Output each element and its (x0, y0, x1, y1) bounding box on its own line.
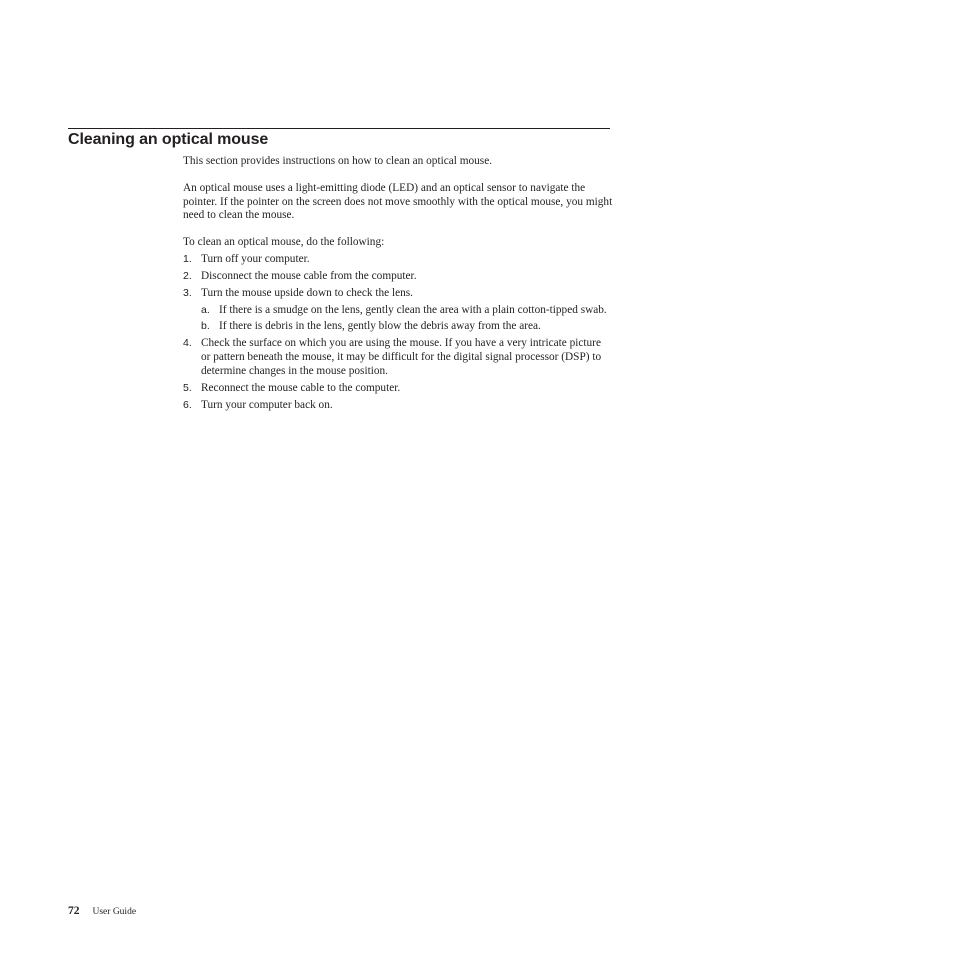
substep-item (201, 320, 613, 334)
procedure-steps (183, 253, 613, 412)
step-number: 5. (183, 381, 192, 394)
substep-text: If there is a smudge on the lens, gently clean the area with a plain cotton-tipped swab. (219, 304, 607, 317)
step-number: 6. (183, 398, 192, 411)
section-body (183, 155, 613, 416)
step-number: 3. (183, 287, 192, 300)
step-text: Reconnect the mouse cable to the computer. (201, 381, 401, 394)
step-item (183, 337, 613, 378)
substep-item (201, 304, 613, 318)
substep-letter: b. (201, 320, 210, 333)
page-number: 72 (68, 905, 80, 917)
step-number: 2. (183, 270, 192, 283)
step-item (183, 382, 613, 396)
procedure-intro: To clean an optical mouse, do the following: (183, 236, 385, 249)
document-title: User Guide (92, 907, 137, 917)
step-text: Disconnect the mouse cable from the computer. (201, 270, 417, 283)
step-text: Check the surface on which you are using the mouse. If you have a very intricate picture or pattern beneath the mouse, it may be difficult for the digital signal processor (DSP) to determine changes in the mouse position. (201, 337, 602, 377)
step-item (183, 399, 613, 413)
step-text: Turn off your computer. (201, 253, 310, 266)
step-number: 4. (183, 337, 192, 350)
substep-letter: a. (201, 304, 210, 317)
substep-text: If there is debris in the lens, gently blow the debris away from the area. (219, 320, 541, 333)
step-text: Turn your computer back on. (201, 398, 333, 411)
paragraph: This section provides instructions on how to clean an optical mouse. (183, 155, 493, 167)
step-text: Turn the mouse upside down to check the lens. (201, 287, 413, 300)
section-heading: Cleaning an optical mouse (68, 131, 269, 148)
paragraph: An optical mouse uses a light-emitting diode (LED) and an optical sensor to navigate the pointer. If the pointer on the screen does not move smoothly with the optical mouse, you might need to clean the mouse. (183, 182, 613, 222)
substeps (201, 304, 613, 334)
step-item (183, 270, 613, 284)
step-item (183, 287, 613, 334)
step-item (183, 253, 613, 267)
page-footer (68, 901, 136, 919)
step-number: 1. (183, 253, 192, 266)
